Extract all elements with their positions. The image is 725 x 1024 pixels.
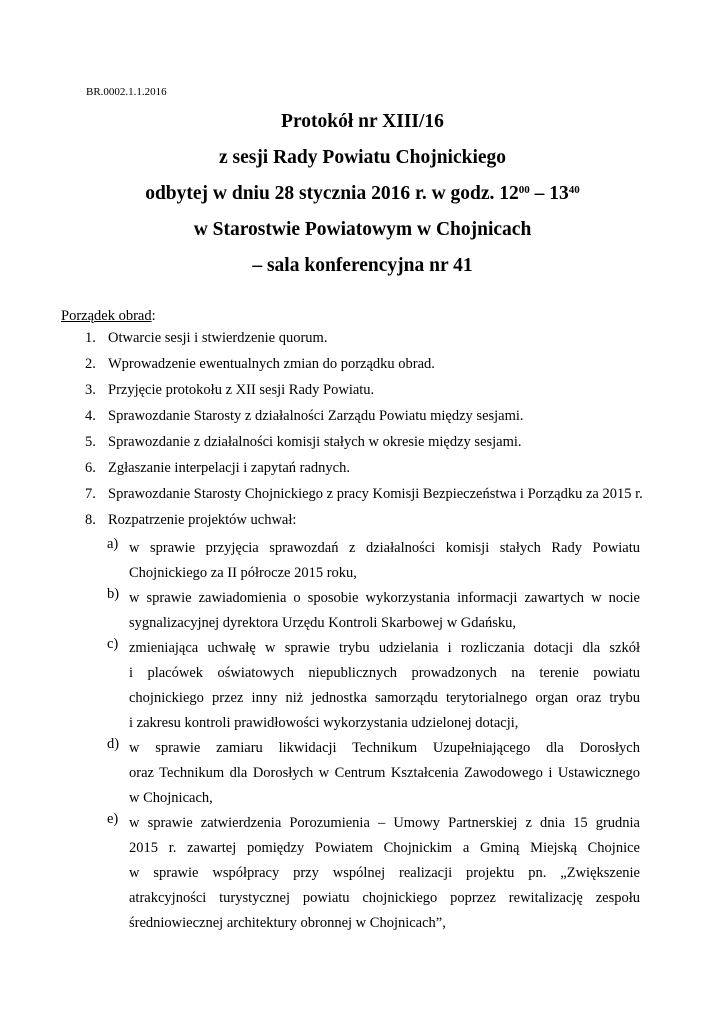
- title-line-1: Protokół nr XIII/16: [281, 111, 444, 132]
- agenda-item-text: Przyjęcie protokołu z XII sesji Rady Powiatu.: [108, 382, 375, 398]
- agenda-item-number: 5.: [85, 434, 96, 450]
- agenda-subitem-line: chojnickiego przez inny niż jednostka samorządu terytorialnego organ oraz trybu: [129, 690, 640, 706]
- title-line-4: w Starostwie Powiatowym w Chojnicach: [193, 219, 532, 240]
- agenda-subitem-line: w sprawie zamiaru likwidacji Technikum Uzupełniającego dla Dorosłych: [129, 740, 640, 756]
- start-minutes: 00: [518, 184, 530, 196]
- agenda-item-text: Zgłaszanie interpelacji i zapytań radnych.: [108, 460, 350, 476]
- agenda-subitem-letter: b): [107, 586, 120, 602]
- agenda-subitem-line: atrakcyjności turystycznej powiatu chojnickiego poprzez rewitalizację zespołu: [129, 890, 640, 906]
- agenda-item-text: Sprawozdanie z działalności komisji stałych w okresie między sesjami.: [108, 434, 522, 450]
- agenda-item-number: 4.: [85, 408, 96, 424]
- agenda-subitem-line: w sprawie zatwierdzenia Porozumienia – Umowy Partnerskiej z dnia 15 grudnia: [129, 815, 640, 831]
- agenda-subitem-letter: d): [107, 736, 120, 752]
- agenda-item-number: 3.: [85, 382, 96, 398]
- title-line-3-end: – 13: [529, 183, 569, 204]
- agenda-item-text: Otwarcie sesji i stwierdzenie quorum.: [108, 330, 328, 346]
- agenda-subitem-line: i placówek oświatowych niepublicznych prowadzonych na terenie powiatu: [129, 665, 640, 681]
- agenda-item-number: 6.: [85, 460, 96, 476]
- agenda-item-number: 1.: [85, 330, 96, 346]
- agenda-subitem-line: w Chojnicach,: [129, 790, 213, 806]
- agenda-item-text: Rozpatrzenie projektów uchwał:: [108, 512, 297, 528]
- agenda-item-number: 7.: [85, 486, 96, 502]
- agenda-item-number: 8.: [85, 512, 96, 528]
- agenda-subitem-line: w sprawie współpracy przy wspólnej realizacji projektu pn. „Zwiększenie: [129, 865, 640, 881]
- document-title: [0, 104, 725, 284]
- agenda-item-text: Wprowadzenie ewentualnych zmian do porządku obrad.: [108, 356, 435, 372]
- agenda-subitem-text: [129, 736, 640, 811]
- agenda-item-text: Sprawozdanie Starosty z działalności Zarządu Powiatu między sesjami.: [108, 408, 524, 424]
- agenda-subitem-letter: a): [107, 536, 119, 552]
- agenda-item-text: Sprawozdanie Starosty Chojnickiego z pracy Komisji Bezpieczeństwa i Porządku za 2015 r.: [108, 486, 643, 502]
- agenda-subitem-letter: c): [107, 636, 119, 652]
- agenda-subitem-line: oraz Technikum dla Dorosłych w Centrum Kształcenia Zawodowego i Ustawicznego: [129, 765, 640, 781]
- document-reference-number: BR.0002.1.1.2016: [86, 86, 167, 98]
- title-line-2: z sesji Rady Powiatu Chojnickiego: [218, 147, 507, 168]
- agenda-subitem-line: średniowiecznej architektury obronnej w Chojnicach”,: [129, 915, 446, 931]
- agenda-heading-colon: :: [151, 308, 156, 324]
- agenda-subitem-line: Chojnickiego za II półrocze 2015 roku,: [129, 565, 357, 581]
- agenda-subitem-text: [129, 636, 640, 736]
- agenda-subitem-text: [129, 586, 640, 636]
- agenda-subitem-text: [129, 811, 640, 936]
- agenda-subitem-line: w sprawie zawiadomienia o sposobie wykorzystania informacji zawartych w nocie: [129, 590, 640, 606]
- title-line-3-text: odbytej w dniu 28 stycznia 2016 r. w godz. 12: [145, 183, 519, 204]
- agenda-heading-text: Porządek obrad: [61, 308, 152, 324]
- end-minutes: 40: [568, 184, 580, 196]
- agenda-subitem-line: sygnalizacyjnej dyrektora Urzędu Kontroli Skarbowej w Gdańsku,: [129, 615, 516, 631]
- agenda-subitem-text: [129, 536, 640, 586]
- agenda-item-number: 2.: [85, 356, 96, 372]
- agenda-subitem-line: i zakresu kontroli prawidłowości wykorzystania udzielonej dotacji,: [129, 715, 519, 731]
- agenda-subitem-line: zmieniająca uchwałę w sprawie trybu udzielania i rozliczania dotacji dla szkół: [129, 640, 640, 656]
- agenda-subitem-line: 2015 r. zawartej pomiędzy Powiatem Chojnickim a Gminą Miejską Chojnice: [129, 840, 640, 856]
- agenda-subitem-line: w sprawie przyjęcia sprawozdań z działalności komisji stałych Rady Powiatu: [129, 540, 640, 556]
- agenda-subitem-letter: e): [107, 811, 119, 827]
- agenda-heading: [61, 308, 156, 325]
- title-line-5: – sala konferencyjna nr 41: [252, 255, 473, 276]
- title-line-3: [0, 176, 725, 212]
